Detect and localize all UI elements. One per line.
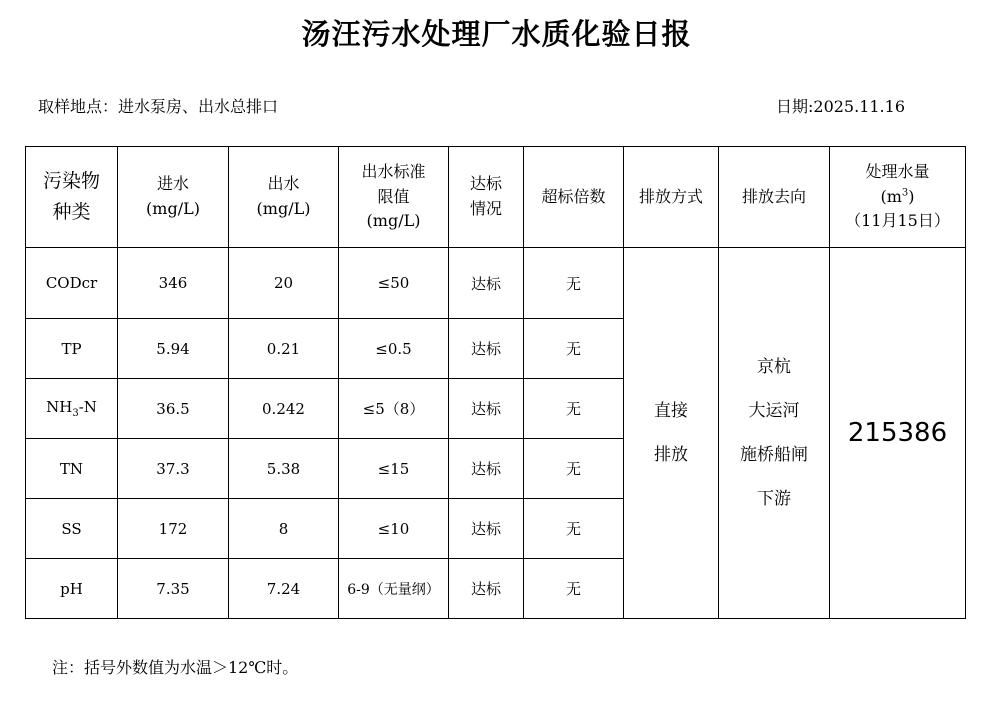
header-status-line1: 达标 [469, 174, 502, 194]
header-effluent [229, 147, 339, 248]
effluent-value: 5.38 [229, 439, 339, 499]
exceed-value: 无 [524, 379, 624, 439]
effluent-value: 7.24 [229, 559, 339, 619]
treated-volume: 215386 [830, 248, 966, 619]
header-exceed: 超标倍数 [524, 147, 624, 248]
limit-value: ≤15 [339, 439, 449, 499]
status-value: 达标 [449, 559, 524, 619]
limit-value: ≤50 [339, 248, 449, 319]
effluent-value: 0.21 [229, 319, 339, 379]
effluent-value: 0.242 [229, 379, 339, 439]
header-volume-unit [830, 185, 965, 210]
header-limit-line1: 出水标准 [361, 161, 426, 181]
exceed-value: 无 [524, 319, 624, 379]
pollutant-name-end: -N [78, 398, 97, 416]
effluent-value: 20 [229, 248, 339, 319]
status-value: 达标 [449, 499, 524, 559]
pollutant-name: pH [26, 559, 118, 619]
header-volume-line3: （11月15日） [845, 211, 950, 231]
footnote: 注：括号外数值为水温＞12℃时。 [52, 658, 299, 677]
header-status-line2: 情况 [469, 199, 502, 218]
report-date: 日期:2025.11.16 [776, 97, 906, 116]
header-discharge-destination: 排放去向 [719, 147, 830, 248]
header-pollutant-line1: 污染物 [42, 169, 100, 192]
influent-value: 346 [118, 248, 229, 319]
volume-unit-base: (m [880, 186, 902, 206]
pollutant-name-main: NH [46, 398, 73, 416]
status-value: 达标 [449, 248, 524, 319]
status-value: 达标 [449, 379, 524, 439]
header-influent [118, 147, 229, 248]
influent-value: 5.94 [118, 319, 229, 379]
header-limit [339, 147, 449, 248]
exceed-value: 无 [524, 439, 624, 499]
volume-unit-sup: 3 [901, 187, 909, 199]
water-quality-table [25, 146, 966, 619]
limit-value: 6-9（无量纲） [339, 559, 449, 619]
header-influent-line1: 进水 [156, 174, 189, 194]
pollutant-name-sub: 3 [72, 408, 79, 419]
influent-value: 7.35 [118, 559, 229, 619]
discharge-method-line1: 直接 [654, 400, 688, 421]
discharge-destination-line3: 施桥船闸 [740, 445, 808, 465]
discharge-method-cell [624, 248, 719, 619]
exceed-value: 无 [524, 499, 624, 559]
pollutant-name [26, 379, 118, 439]
header-volume-line1: 处理水量 [865, 161, 930, 181]
status-value: 达标 [449, 319, 524, 379]
pollutant-name: TP [26, 319, 118, 379]
exceed-value: 无 [524, 248, 624, 319]
header-influent-line2: (mg/L) [146, 199, 200, 218]
header-pollutant-line2: 种类 [52, 201, 91, 223]
header-limit-line2: 限值 [377, 186, 410, 206]
header-row [26, 147, 966, 248]
influent-value: 37.3 [118, 439, 229, 499]
discharge-destination-cell [719, 248, 830, 619]
limit-value: ≤0.5 [339, 319, 449, 379]
volume-unit-end: ) [908, 186, 915, 206]
influent-value: 172 [118, 499, 229, 559]
limit-value: ≤10 [339, 499, 449, 559]
exceed-value: 无 [524, 559, 624, 619]
pollutant-name: CODcr [26, 248, 118, 319]
table-row [26, 248, 966, 319]
discharge-destination-line1: 京杭 [757, 356, 791, 377]
influent-value: 36.5 [118, 379, 229, 439]
header-limit-line3: (mg/L) [366, 211, 421, 231]
effluent-value: 8 [229, 499, 339, 559]
limit-value: ≤5（8） [339, 379, 449, 439]
header-discharge-method: 排放方式 [624, 147, 719, 248]
report-title: 汤汪污水处理厂水质化验日报 [301, 17, 692, 51]
discharge-destination-line2: 大运河 [748, 400, 800, 421]
header-volume [830, 147, 966, 248]
header-pollutant [26, 147, 118, 248]
header-status [449, 147, 524, 248]
discharge-destination-line4: 下游 [757, 489, 791, 510]
status-value: 达标 [449, 439, 524, 499]
header-effluent-line2: (mg/L) [256, 199, 311, 218]
sampling-location: 取样地点：进水泵房、出水总排口 [38, 97, 279, 116]
discharge-method-line2: 排放 [654, 445, 688, 465]
header-effluent-line1: 出水 [267, 174, 300, 194]
pollutant-name: TN [26, 439, 118, 499]
pollutant-name: SS [26, 499, 118, 559]
